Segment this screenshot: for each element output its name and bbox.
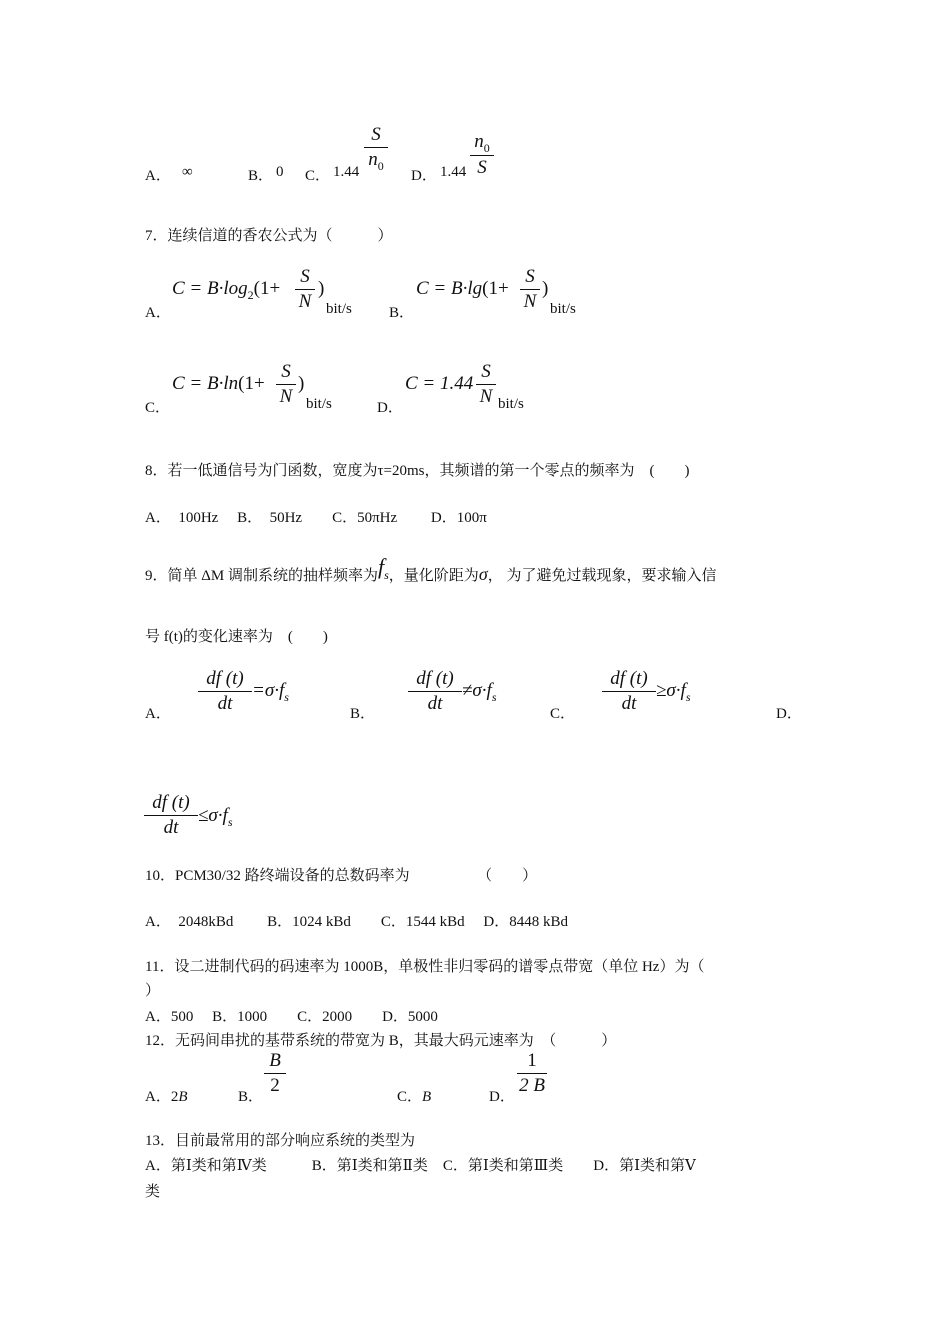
q9-c-rhs: $\ge\sigma\cdot f_s$ bbox=[656, 680, 691, 704]
q7-b-fraction: S N bbox=[520, 266, 540, 313]
q9-stem: 9．简单 ΔM 调制系统的抽样频率为fs，量化阶距为σ， 为了避免过载现象，要求输入信 bbox=[145, 554, 717, 584]
q10-options: A． 2048kBd B．1024 kBd C．1544 kBd D．8448 kBd bbox=[145, 914, 568, 930]
q6-d-coef: 1.44 bbox=[440, 164, 467, 180]
q6-d-fraction: $n_0$ S bbox=[470, 131, 494, 179]
q7-c-formula: C = B·ln(1+ bbox=[172, 373, 265, 394]
q12-b-label: B． bbox=[238, 1089, 264, 1105]
q7-b-label: B． bbox=[389, 305, 415, 321]
q11-options: A．500 B．1000 C．2000 D．5000 bbox=[145, 1009, 438, 1025]
q6-a-label: A． bbox=[145, 168, 171, 184]
q7-c-unit: bit/s bbox=[306, 396, 332, 412]
q9-b-rhs: $\ne\sigma\cdot f_s$ bbox=[462, 680, 497, 704]
q12-c-option: C．B bbox=[397, 1089, 432, 1105]
q12-b-fraction: B 2 bbox=[264, 1050, 286, 1097]
q11-stem: 11．设二进制代码的码速率为 1000B，单极性非归零码的谱零点带宽（单位 Hz）为（ bbox=[145, 959, 705, 975]
q9-d-fraction: df (t) dt bbox=[144, 792, 198, 839]
q7-a-formula: $C = B\cdot\log_2(1+$ bbox=[172, 278, 281, 302]
q7-b-formula: C = B·lg(1+ bbox=[416, 278, 509, 299]
q12-stem: 12．无码间串扰的基带系统的带宽为 B，其最大码元速率为 （ ） bbox=[145, 1033, 617, 1049]
q7-d-formula: C = 1.44 bbox=[405, 373, 474, 394]
q7-a-unit: bit/s bbox=[326, 301, 352, 317]
q7-c-fraction: S N bbox=[276, 361, 296, 408]
q9-d-label: D． bbox=[776, 706, 802, 722]
q9-b-fraction: df (t) dt bbox=[408, 668, 462, 715]
q13-stem: 13．目前最常用的部分响应系统的类型为 bbox=[145, 1133, 416, 1149]
q6-c-coef: 1.44 bbox=[333, 164, 360, 180]
q9-a-rhs: $=\sigma\cdot f_s$ bbox=[252, 680, 289, 704]
q7-b-close: ) bbox=[542, 278, 549, 299]
q9-a-label: A． bbox=[145, 706, 171, 722]
q7-c-label: C． bbox=[145, 400, 171, 416]
q12-d-fraction: 1 2 B bbox=[517, 1050, 547, 1097]
q7-c-close: ) bbox=[298, 373, 305, 394]
q7-stem: 7．连续信道的香农公式为（ ） bbox=[145, 228, 393, 244]
q7-b-unit: bit/s bbox=[550, 301, 576, 317]
q7-d-fraction: S N bbox=[476, 361, 496, 408]
q9-d-rhs: $\le\sigma\cdot f_s$ bbox=[198, 805, 233, 829]
q13-options-cont: 类 bbox=[145, 1184, 161, 1200]
q9-a-fraction: df (t) dt bbox=[198, 668, 252, 715]
q6-d-label: D． bbox=[411, 168, 437, 184]
q9-c-label: C． bbox=[550, 706, 576, 722]
q8-options: A． 100Hz B． 50Hz C．50πHz D．100π bbox=[145, 510, 487, 526]
q9-c-fraction: df (t) dt bbox=[602, 668, 656, 715]
q6-a-value: ∞ bbox=[182, 164, 193, 180]
q12-a-option: A．2B bbox=[145, 1089, 188, 1105]
q7-a-close: ) bbox=[318, 278, 325, 299]
q6-b-value: 0 bbox=[276, 164, 284, 180]
q7-d-label: D． bbox=[377, 400, 403, 416]
q7-d-unit: bit/s bbox=[498, 396, 524, 412]
q9-b-label: B． bbox=[350, 706, 376, 722]
q13-options: A．第Ⅰ类和第Ⅳ类 B．第Ⅰ类和第Ⅱ类 C．第Ⅰ类和第Ⅲ类 D．第Ⅰ类和第Ⅴ bbox=[145, 1158, 696, 1174]
q6-b-label: B． bbox=[248, 168, 274, 184]
q8-stem: 8．若一低通信号为门函数，宽度为τ=20ms，其频谱的第一个零点的频率为 ( ) bbox=[145, 463, 690, 479]
q11-stem-cont: ） bbox=[145, 983, 161, 999]
q12-d-label: D． bbox=[489, 1089, 515, 1105]
q7-a-fraction: S N bbox=[295, 266, 315, 313]
q6-c-fraction: S $n_0$ bbox=[364, 124, 388, 172]
q10-stem: 10．PCM30/32 路终端设备的总数码率为 （ ） bbox=[145, 868, 538, 884]
q6-c-label: C． bbox=[305, 168, 331, 184]
q9-stem-line2: 号 f(t)的变化速率为 ( ) bbox=[145, 629, 328, 645]
q7-a-label: A． bbox=[145, 305, 171, 321]
